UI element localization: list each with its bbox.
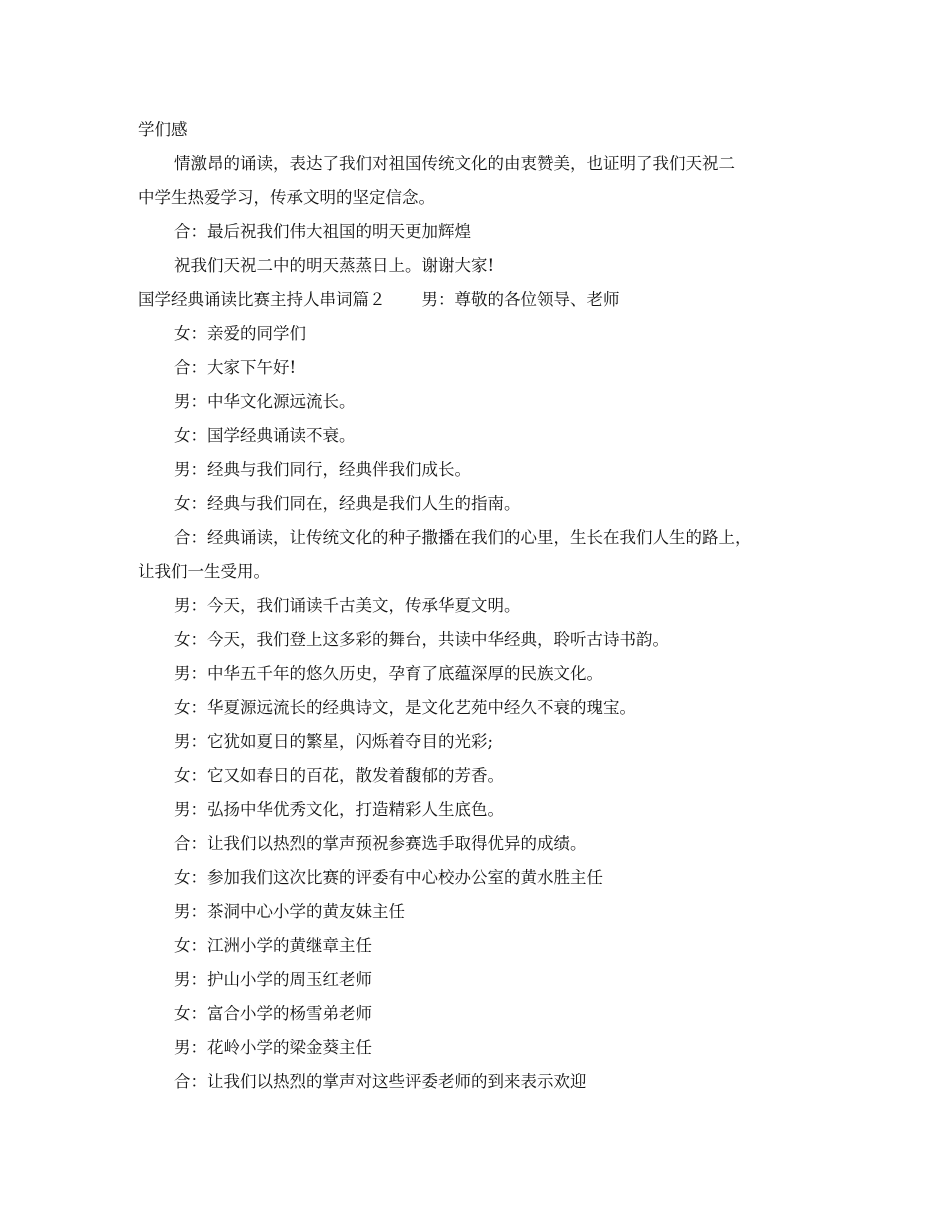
paragraph-line: 男：尊敬的各位领导、老师 — [421, 290, 620, 309]
paragraph-line: 男：经典与我们同行，经典伴我们成长。 — [174, 460, 471, 479]
paragraph-line: 女：华夏源远流长的经典诗文，是文化艺苑中经久不衰的瑰宝。 — [174, 698, 636, 717]
paragraph-line: 男：中华文化源远流长。 — [174, 392, 356, 411]
paragraph-line: 男：茶洞中心小学的黄友妹主任 — [174, 902, 405, 921]
paragraph-line: 男：今天，我们诵读千古美文，传承华夏文明。 — [174, 596, 521, 615]
paragraph-line: 女：亲爱的同学们 — [174, 324, 306, 343]
paragraph-line: 合：经典诵读，让传统文化的种子撒播在我们的心里，生长在我们人生的路上， — [174, 528, 752, 547]
paragraph-line: 女：富合小学的杨雪弟老师 — [174, 1004, 372, 1023]
paragraph-line: 合：大家下午好! — [174, 358, 297, 377]
paragraph-line: 情激昂的诵读，表达了我们对祖国传统文化的由衷赞美，也证明了我们天祝二 — [174, 154, 735, 173]
section-heading-line — [138, 289, 620, 311]
paragraph-line: 中学生热爱学习，传承文明的坚定信念。 — [138, 188, 435, 207]
paragraph-line: 女：国学经典诵读不衰。 — [174, 426, 356, 445]
paragraph-line: 学们感 — [138, 120, 188, 139]
paragraph-line: 合：让我们以热烈的掌声对这些评委老师的到来表示欢迎 — [174, 1072, 587, 1091]
paragraph-line: 男：中华五千年的悠久历史，孕育了底蕴深厚的民族文化。 — [174, 664, 603, 683]
paragraph-line: 男：花岭小学的梁金葵主任 — [174, 1038, 372, 1057]
paragraph-line: 合：让我们以热烈的掌声预祝参赛选手取得优异的成绩。 — [174, 834, 587, 853]
paragraph-line: 男：它犹如夏日的繁星，闪烁着夺目的光彩; — [174, 732, 494, 751]
paragraph-line: 男：护山小学的周玉红老师 — [174, 970, 372, 989]
paragraph-line: 祝我们天祝二中的明天蒸蒸日上。谢谢大家! — [174, 256, 495, 275]
paragraph-line: 合：最后祝我们伟大祖国的明天更加辉煌 — [174, 222, 471, 241]
paragraph-line: 女：江洲小学的黄继章主任 — [174, 936, 372, 955]
paragraph-line: 男：弘扬中华优秀文化，打造精彩人生底色。 — [174, 800, 504, 819]
paragraph-line: 女：参加我们这次比赛的评委有中心校办公室的黄水胜主任 — [174, 868, 603, 887]
paragraph-line: 让我们一生受用。 — [138, 562, 270, 581]
section-title: 国学经典诵读比赛主持人串词篇２ — [138, 290, 386, 309]
paragraph-line: 女：经典与我们同在，经典是我们人生的指南。 — [174, 494, 521, 513]
paragraph-line: 女：今天，我们登上这多彩的舞台，共读中华经典，聆听古诗书韵。 — [174, 630, 669, 649]
paragraph-line: 女：它又如春日的百花，散发着馥郁的芳香。 — [174, 766, 504, 785]
